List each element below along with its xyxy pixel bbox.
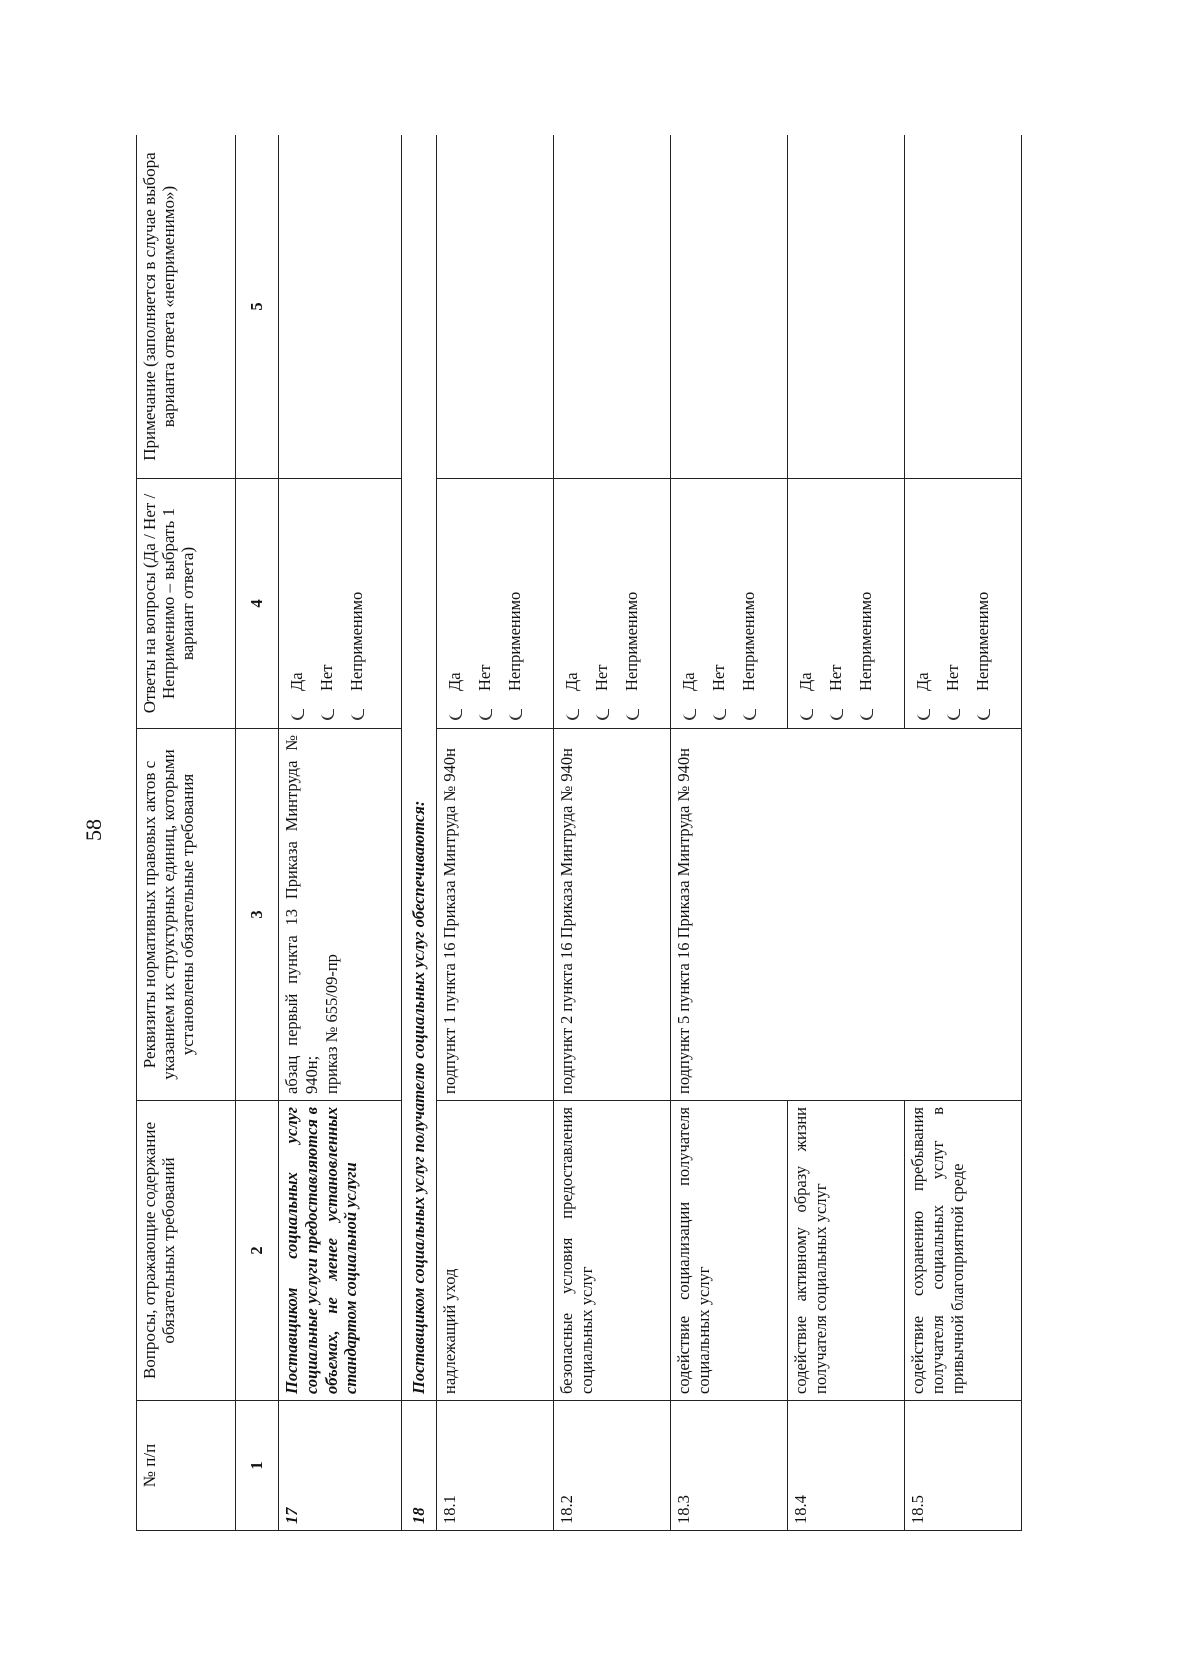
option-label: Нет (592, 664, 611, 691)
header-num: № п/п (137, 1401, 236, 1531)
header-answer: Ответы на вопросы (Да / Нет / Неприменимо – выбрать 1 вариант ответа) (137, 479, 236, 729)
rotated-sheet (136, 135, 1040, 1531)
answer-option-na[interactable] (617, 485, 647, 720)
option-label: Да (445, 672, 464, 691)
answer-option-na[interactable] (500, 485, 530, 720)
table-row (788, 135, 905, 1531)
answer-cell (788, 479, 905, 729)
answer-option-yes[interactable] (557, 485, 587, 720)
answer-cell (671, 479, 788, 729)
column-number: 2 (236, 1101, 279, 1401)
table-viewport (136, 135, 1040, 1531)
row-question: безопасные условия предоставления социальных услуг (554, 1101, 671, 1401)
header-row (137, 135, 236, 1531)
radio-icon[interactable] (917, 709, 930, 720)
answer-cell (905, 479, 1022, 729)
radio-icon[interactable] (947, 709, 960, 720)
option-label: Нет (826, 664, 845, 691)
option-label: Неприменимо (505, 591, 524, 691)
row-number: 18.2 (554, 1401, 671, 1531)
answer-option-yes[interactable] (440, 485, 470, 720)
row-question: содействие социализации получателя социальных услуг (671, 1101, 788, 1401)
requirements-table (136, 135, 1022, 1531)
row-reference: подпункт 2 пункта 16 Приказа Минтруда № 940н (554, 729, 671, 1101)
answer-option-na[interactable] (342, 485, 372, 720)
column-numbers-row (236, 135, 279, 1531)
table-row (671, 135, 788, 1531)
column-number: 3 (236, 729, 279, 1101)
answer-option-yes[interactable] (282, 485, 312, 720)
option-label: Неприменимо (622, 591, 641, 691)
radio-icon[interactable] (626, 709, 639, 720)
answer-option-na[interactable] (734, 485, 764, 720)
option-label: Нет (475, 664, 494, 691)
row-reference: подпункт 1 пункта 16 Приказа Минтруда № 940н (437, 729, 554, 1101)
table-row (905, 135, 1022, 1531)
row-reference (905, 729, 1022, 1101)
note-cell[interactable] (554, 135, 671, 479)
radio-icon[interactable] (830, 709, 843, 720)
radio-icon[interactable] (321, 709, 334, 720)
option-label: Нет (317, 664, 336, 691)
answer-option-no[interactable] (470, 485, 500, 720)
answer-option-na[interactable] (968, 485, 998, 720)
option-label: Неприменимо (347, 591, 366, 691)
header-note: Примечание (заполняется в случае выбора варианта ответа «неприменимо») (137, 135, 236, 479)
header-reference: Реквизиты нормативных правовых актов с указанием их структурных единиц, которыми установлены обязательные требования (137, 729, 236, 1101)
table-row (437, 135, 554, 1531)
row-number: 18.1 (437, 1401, 554, 1531)
answer-cell (279, 479, 402, 729)
option-label: Нет (943, 664, 962, 691)
radio-icon[interactable] (977, 709, 990, 720)
radio-icon[interactable] (479, 709, 492, 720)
section-title: Поставщиком социальных услуг получателю социальных услуг обеспечиваются: (402, 135, 437, 1401)
row-reference: абзац первый пункта 13 Приказа Минтруда № 940н; приказ № 655/09-пр (279, 729, 402, 1101)
row-reference (788, 729, 905, 1101)
answer-cell (437, 479, 554, 729)
row-number: 18.5 (905, 1401, 1022, 1531)
header-question: Вопросы, отражающие содержание обязательных требований (137, 1101, 236, 1401)
row-number: 18.3 (671, 1401, 788, 1531)
answer-option-no[interactable] (312, 485, 342, 720)
note-cell[interactable] (905, 135, 1022, 479)
row-number: 17 (279, 1401, 402, 1531)
answer-option-no[interactable] (587, 485, 617, 720)
answer-option-no[interactable] (938, 485, 968, 720)
radio-icon[interactable] (800, 709, 813, 720)
section-row (402, 135, 437, 1531)
answer-option-na[interactable] (851, 485, 881, 720)
column-number: 5 (236, 135, 279, 479)
option-label: Неприменимо (856, 591, 875, 691)
option-label: Да (562, 672, 581, 691)
radio-icon[interactable] (291, 709, 304, 720)
row-question: Поставщиком социальных услуг социальные услуги предоставляются в объемах, не менее установленных стандартом социальной услуги (279, 1101, 402, 1401)
page-number: 58 (81, 819, 106, 841)
option-label: Нет (709, 664, 728, 691)
note-cell[interactable] (788, 135, 905, 479)
radio-icon[interactable] (509, 709, 522, 720)
note-cell[interactable] (437, 135, 554, 479)
note-cell[interactable] (279, 135, 402, 479)
radio-icon[interactable] (566, 709, 579, 720)
answer-option-yes[interactable] (674, 485, 704, 720)
option-label: Неприменимо (973, 591, 992, 691)
radio-icon[interactable] (596, 709, 609, 720)
answer-option-no[interactable] (821, 485, 851, 720)
option-label: Да (796, 672, 815, 691)
radio-icon[interactable] (713, 709, 726, 720)
row-question: содействие сохранению пребывания получателя социальных услуг в привычной благоприятной среде (905, 1101, 1022, 1401)
row-question: надлежащий уход (437, 1101, 554, 1401)
answer-cell (554, 479, 671, 729)
option-label: Да (287, 672, 306, 691)
row-number: 18.4 (788, 1401, 905, 1531)
option-label: Неприменимо (739, 591, 758, 691)
note-cell[interactable] (671, 135, 788, 479)
table-row (279, 135, 402, 1531)
column-number: 1 (236, 1401, 279, 1531)
row-reference: подпункт 5 пункта 16 Приказа Минтруда № 940н (671, 729, 788, 1101)
row-question: содействие активному образу жизни получателя социальных услуг (788, 1101, 905, 1401)
answer-option-yes[interactable] (908, 485, 938, 720)
option-label: Да (679, 672, 698, 691)
radio-icon[interactable] (449, 709, 462, 720)
radio-icon[interactable] (683, 709, 696, 720)
option-label: Да (913, 672, 932, 691)
answer-option-yes[interactable] (791, 485, 821, 720)
answer-option-no[interactable] (704, 485, 734, 720)
radio-icon[interactable] (743, 709, 756, 720)
table-row (554, 135, 671, 1531)
radio-icon[interactable] (351, 709, 364, 720)
column-number: 4 (236, 479, 279, 729)
section-number: 18 (402, 1401, 437, 1531)
radio-icon[interactable] (860, 709, 873, 720)
